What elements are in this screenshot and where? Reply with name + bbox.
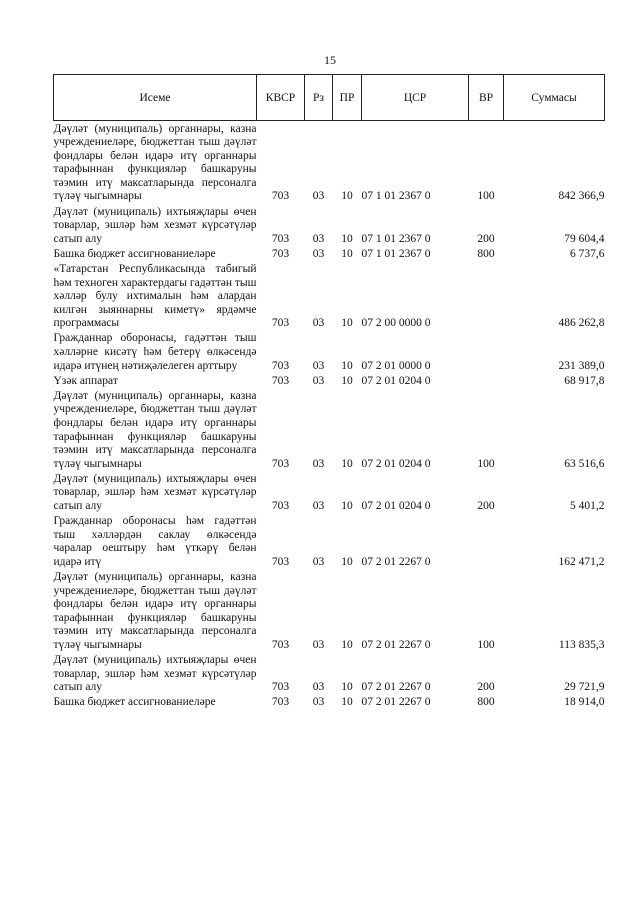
cell-csr: 07 2 00 0000 0 xyxy=(361,317,431,330)
cell-csr: 07 2 01 0204 0 xyxy=(361,457,431,470)
header-sum: Суммасы xyxy=(504,75,605,121)
table-row xyxy=(54,373,605,388)
cell-csr: 07 2 01 2267 0 xyxy=(361,681,431,694)
cell-csr: 07 1 01 2367 0 xyxy=(361,232,431,245)
cell-name: «Татарстан Республикасында табигый һәм техноген характердагы гадәттән тыш хәлләр булу ихтималын һәм алардан килгән зыяннарны киметү» ярдәмче программасы xyxy=(53,262,257,330)
cell-sum: 63 516,6 xyxy=(564,457,605,470)
cell-kvsr: 703 xyxy=(271,247,290,260)
cell-rz: 03 xyxy=(312,457,325,470)
cell-kvsr: 703 xyxy=(271,500,290,513)
cell-rz: 03 xyxy=(312,681,325,694)
cell-sum: 5 401,2 xyxy=(570,500,605,513)
cell-sum: 79 604,4 xyxy=(564,232,605,245)
cell-vr xyxy=(469,514,504,570)
cell-kvsr: 703 xyxy=(271,696,290,709)
cell-rz: 03 xyxy=(312,359,325,372)
cell-kvsr: 703 xyxy=(271,555,290,568)
header-kvsr: КВСР xyxy=(257,75,305,121)
cell-name: Дәүләт (муниципаль) ихтыяҗлары өчен товарлар, эшләр һәм хезмәт күрсәтүләр сатып алу xyxy=(53,654,257,694)
cell-csr: 07 1 01 2367 0 xyxy=(361,190,431,203)
cell-sum: 486 262,8 xyxy=(558,317,605,330)
header-pr: ПР xyxy=(333,75,362,121)
cell-pr: 10 xyxy=(341,681,353,694)
cell-pr: 10 xyxy=(341,190,353,203)
cell-kvsr: 703 xyxy=(271,681,290,694)
cell-pr: 10 xyxy=(341,317,353,330)
cell-name: Гражданнар оборонасы, гадәттән тыш хәлләрне кисәтү һәм бетерү өлкәсендә идарә итүнең нәтиҗәлелеген арттыру xyxy=(53,332,257,372)
cell-sum: 842 366,9 xyxy=(558,190,605,203)
cell-sum: 29 721,9 xyxy=(564,681,605,694)
cell-kvsr: 703 xyxy=(271,232,290,245)
cell-vr: 200 xyxy=(477,500,495,513)
cell-pr: 10 xyxy=(341,374,353,387)
cell-vr: 800 xyxy=(477,247,495,260)
cell-sum: 18 914,0 xyxy=(564,696,605,709)
cell-csr: 07 2 01 2267 0 xyxy=(361,638,431,651)
cell-kvsr: 703 xyxy=(271,457,290,470)
cell-vr xyxy=(469,373,504,388)
cell-name: Дәүләт (муниципаль) органнары, казна учреждениеләре, бюджеттан тыш дәүләт фондлары белән идарә итү органнары тарафыннан функцияләр башкаруны тәэмин итү максатларында персоналга түләү чыгымнары xyxy=(53,571,257,651)
cell-rz: 03 xyxy=(312,317,325,330)
cell-sum: 68 917,8 xyxy=(564,374,605,387)
cell-vr: 800 xyxy=(477,696,495,709)
cell-pr: 10 xyxy=(341,555,353,568)
cell-pr: 10 xyxy=(341,500,353,513)
cell-kvsr: 703 xyxy=(271,638,290,651)
header-rz: Рз xyxy=(305,75,333,121)
cell-name: Гражданнар оборонасы һәм гадәттән тыш хәлләрдән саклау өлкәсендә чаралар оештыру һәм үткәрү белән идарә итү xyxy=(53,515,257,568)
table-row xyxy=(54,204,605,246)
table-row xyxy=(54,570,605,653)
table-row xyxy=(54,471,605,513)
page-number: 15 xyxy=(324,53,336,67)
cell-pr: 10 xyxy=(341,359,353,372)
cell-vr: 100 xyxy=(477,190,495,203)
cell-vr: 200 xyxy=(477,232,495,245)
cell-kvsr: 703 xyxy=(271,190,290,203)
cell-csr: 07 2 01 0000 0 xyxy=(361,359,431,372)
cell-name: Дәүләт (муниципаль) органнары, казна учреждениеләре, бюджеттан тыш дәүләт фондлары белән идарә итү органнары тарафыннан функцияләр башкаруны тәэмин итү максатларында персоналга түләү чыгымнары xyxy=(53,389,257,470)
cell-name: Дәүләт (муниципаль) ихтыяҗлары өчен товарлар, эшләр һәм хезмәт күрсәтүләр сатып алу xyxy=(53,472,257,513)
cell-rz: 03 xyxy=(312,247,325,260)
cell-pr: 10 xyxy=(341,696,353,709)
header-csr: ЦСР xyxy=(362,75,469,121)
table-row xyxy=(54,246,605,261)
cell-rz: 03 xyxy=(312,190,325,203)
cell-name: Башка бюджет ассигнованиеләре xyxy=(53,247,216,260)
cell-name: Башка бюджет ассигнованиеләре xyxy=(53,696,216,709)
cell-rz: 03 xyxy=(312,555,325,568)
table-row xyxy=(54,695,605,710)
cell-vr: 100 xyxy=(477,638,495,651)
cell-pr: 10 xyxy=(341,457,353,470)
cell-pr: 10 xyxy=(341,247,353,260)
cell-vr xyxy=(469,331,504,373)
cell-csr: 07 2 01 2267 0 xyxy=(361,555,431,568)
cell-rz: 03 xyxy=(312,500,325,513)
cell-vr xyxy=(469,261,504,330)
table-row xyxy=(54,514,605,570)
header-name: Исеме xyxy=(54,75,257,121)
table-row xyxy=(54,121,605,205)
table-row xyxy=(54,261,605,330)
cell-csr: 07 2 01 0204 0 xyxy=(361,500,431,513)
table-header-row xyxy=(54,75,605,121)
cell-rz: 03 xyxy=(312,696,325,709)
cell-sum: 162 471,2 xyxy=(558,555,605,568)
cell-csr: 07 1 01 2367 0 xyxy=(361,247,431,260)
cell-kvsr: 703 xyxy=(271,359,290,372)
cell-csr: 07 2 01 0204 0 xyxy=(361,374,431,387)
table-row xyxy=(54,653,605,695)
cell-rz: 03 xyxy=(312,232,325,245)
cell-name: Дәүләт (муниципаль) органнары, казна учреждениеләре, бюджеттан тыш дәүләт фондлары белән идарә итү органнары тарафыннан функцияләр башкаруны тәэмин итү максатларында персоналга түләү чыгымнары xyxy=(53,122,257,203)
cell-sum: 113 835,3 xyxy=(558,638,605,651)
cell-pr: 10 xyxy=(341,638,353,651)
cell-vr: 200 xyxy=(477,681,495,694)
cell-csr: 07 2 01 2267 0 xyxy=(361,696,431,709)
table-body xyxy=(54,121,605,710)
cell-kvsr: 703 xyxy=(271,374,290,387)
cell-kvsr: 703 xyxy=(271,317,290,330)
header-vr: ВР xyxy=(469,75,504,121)
cell-pr: 10 xyxy=(341,232,353,245)
cell-rz: 03 xyxy=(312,374,325,387)
budget-table xyxy=(53,74,605,710)
cell-sum: 231 389,0 xyxy=(558,359,605,372)
cell-rz: 03 xyxy=(312,638,325,651)
table-row xyxy=(54,388,605,471)
cell-name: Дәүләт (муниципаль) ихтыяҗлары өчен товарлар, эшләр һәм хезмәт күрсәтүләр сатып алу xyxy=(53,205,257,245)
cell-name: Үзәк аппарат xyxy=(53,374,118,387)
cell-vr: 100 xyxy=(477,457,495,470)
cell-sum: 6 737,6 xyxy=(570,247,605,260)
table-row xyxy=(54,331,605,373)
